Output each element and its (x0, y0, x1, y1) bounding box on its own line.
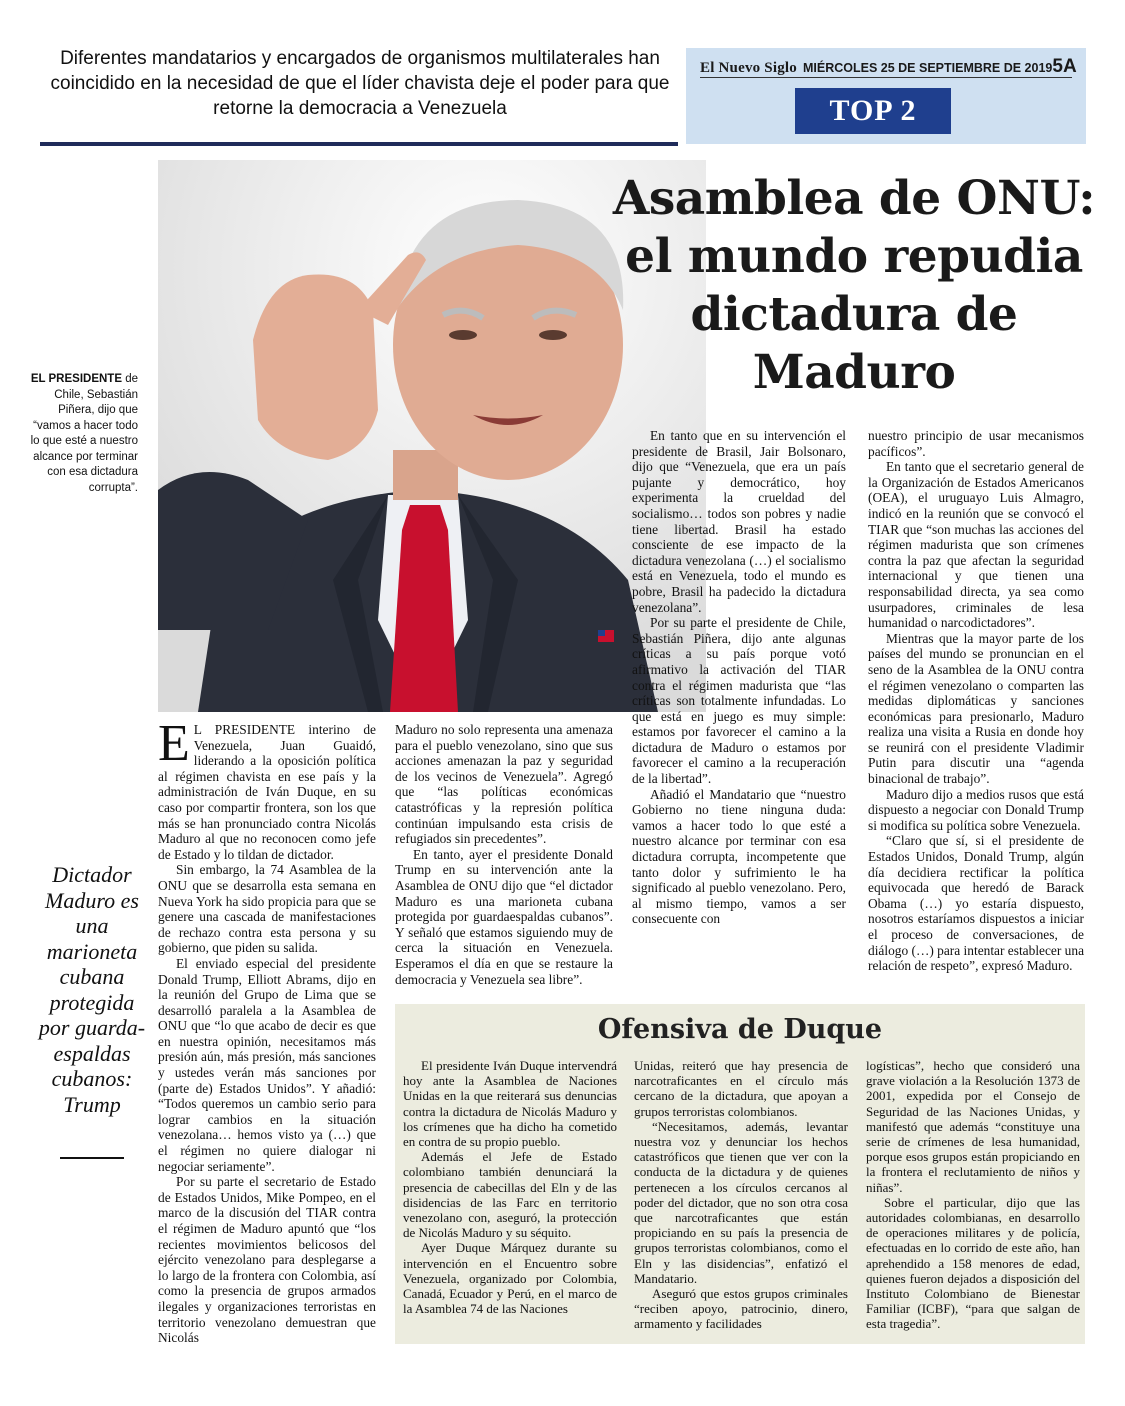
photo-caption (30, 372, 138, 496)
pull-quote: Dictador Maduro es una marioneta cubana protegida por guarda-espaldas cubanos: Trump (38, 862, 146, 1117)
col3-paragraph-2: Por su parte el presidente de Chile, Sebastián Piñera, dijo ante algunas críticas a su país porque votó afirmativo la activación del TIAR contra el régimen madurista que “las críticas son totalmente infundadas. Lo que está en juego es muy simple: estamos por favorecer el camino a la dictadura de Maduro o estamos por favorecer el camino a la recuperación de la libertad”. (632, 615, 846, 787)
col2-paragraph-2: En tanto, ayer el presidente Donald Trump en su intervención ante la Asamblea de ONU dijo que “el dictador Maduro es una marioneta cubana protegida por guardaespaldas cubanos”. Y señaló que estamos siguiendo muy de cerca la situación en Venezuela. Esperamos el día en que se restaure la democracia y Venezuela sea libre”. (395, 846, 613, 987)
col1-paragraph-3: El enviado especial del presidente Donald Trump, Elliott Abrams, dijo en la reunión del Grupo de Lima que se desarrolló paralela a la Asamblea de ONU que “lo que acabo de decir es que en nuestra opinión, necesitamos más presión aún, más presión, más sanciones y ustedes verán más sanciones por (parte de) Estados Unidos”. Y añadió: “Todos queremos un cambio serio para lograr cambios en la situación venezolana… hemos visto ya (…) que el régimen no quiere dialogar ni negociar seriamente”. (158, 955, 376, 1174)
caption-text: de Chile, Sebastián Piñera, dijo que “vamos a hacer todo lo que esté a nuestro alcance por terminar con esa dictadura corrupta”. (30, 373, 138, 494)
col4-paragraph-3: Mientras que la mayor parte de los países del mundo se pronuncian en el seno de la Asamblea de la ONU contra el régimen venezolano o comparten las medidas diplomáticas y sanciones económicas para presionarlo, Maduro realiza una visita a Rusia en donde hoy se reunirá con el presidente Vladimir Putin para discutir una “agenda binacional de trabajo”. (868, 630, 1084, 787)
col4-paragraph-5: “Claro que sí, si el presidente de Estados Unidos, Donald Trump, algún día decidiera rectificar la política equivocada que heredó de Barack Obama (…) yo estaría dispuesto, nosotros estaríamos dispuestos a iniciar el proceso de conversaciones, de diálogo (…) para intentar establecer una relación de respeto”, expresó Maduro. (868, 833, 1085, 974)
newspaper-name: El Nuevo Siglo (700, 60, 797, 76)
sidebar-col2-paragraph-2: “Necesitamos, además, levantar nuestra voz y denunciar los hechos catastróficos que tienen que ver con la conducta de la dictadura y de quienes pertenecen a los círculos cercanos al poder del dictador, que no son otra cosa que narcotraficantes que están propiciando en su país la presencia de grupos terroristas colombianos, como el Eln y las disidencias”, enfatizó el Mandatario. (634, 1118, 848, 1286)
header-rule (40, 142, 678, 146)
drop-cap: E (158, 715, 190, 772)
article-column-2 (395, 722, 613, 987)
col1-paragraph-2: Sin embargo, la 74 Asamblea de la ONU que se desarrolla esta semana en Nueva York ha sido propicia para que se genere una cascada de manifestaciones de rechazo contra esta persona y su gobierno, que piden su salida. (158, 862, 376, 956)
col1-paragraph-4: Por su parte el secretario de Estado de Estados Unidos, Mike Pompeo, en el marco de la discusión del TIAR contra el régimen de Maduro apuntó que “los recientes movimientos belicosos del ejército venezolano para desplegarse a lo largo de la frontera con Colombia, así como la presencia de grupos armados ilegales y organizaciones terroristas en territorio venezolano demuestran que Nicolás (158, 1174, 376, 1346)
col2-paragraph-1: Maduro no solo representa una amenaza para el pueblo venezolano, sino que sus acciones amenazan la paz y seguridad de los vecinos de Venezuela”. Agregó que “las políticas económicas catastróficas y la represión política continúan impulsando esta crisis de refugiados sin precedentes”. (395, 722, 613, 847)
sidebar-col3-paragraph-2: Sobre el particular, dijo que las autoridades colombianas, en desarrollo de operaciones militares y de policía, efectuadas en lo corrido de este año, han aprehendido a 158 menores de edad, quienes fueron dejados a disposición del Instituto Colombiano de Bienestar Familiar (ICBF), “para que salgan de esta tragedia”. (866, 1194, 1080, 1332)
sidebar-col2-paragraph-3: Aseguró que estos grupos criminales “reciben apoyo, patrocinio, dinero, armamento y facilidades (634, 1286, 848, 1332)
section-tag: TOP 2 (795, 88, 951, 134)
sidebar-title: Ofensiva de Duque (597, 1014, 883, 1045)
col3-paragraph-3: Añadió el Mandatario que “nuestro Gobierno no tiene ninguna duda: vamos a hacer todo lo que esté a nuestro alcance por terminar con esa dictadura corrupta, incompetente que tanto dolor y sufrimiento le ha significado al pueblo venezolano. Pero, al mismo tiempo, vamos a ser consecuente con (632, 786, 846, 927)
sidebar-col1-paragraph-3: Ayer Duque Márquez durante su intervención en el Encuentro sobre Venezuela, organizado por Colombia, Canadá, Ecuador y Perú, en el marco de la Asamblea 74 de las Naciones (403, 1240, 617, 1317)
col3-paragraph-1: En tanto que en su intervención el presidente de Brasil, Jair Bolsonaro, dijo que “Venezuela, que era un país pujante y democrático, hoy experimenta la crueldad del socialismo… todos son pobres y nadie tiene libertad. Brasil ha estado consciente de ese impacto de la dictadura venezolana (…) el socialismo está en Venezuela, todo el mundo es pobre, Brasil ha padecido la dictadura venezolana”. (632, 428, 846, 615)
article-column-3 (632, 428, 846, 927)
pull-quote-rule (60, 1157, 124, 1159)
deck-subtitle: Diferentes mandatarios y encargados de organismos multilaterales han coincidido en la necesidad de que el líder chavista deje el poder para que retorne la democracia a Venezuela (50, 48, 670, 119)
article-column-1 (158, 715, 376, 1346)
sidebar-col1-paragraph-1: El presidente Iván Duque intervendrá hoy ante la Asamblea de Naciones Unidas en la que reiterará sus denuncias contra la dictadura de Nicolás Maduro y los crímenes que ha dicho ha cometido en contra de su propio pueblo. (403, 1058, 617, 1150)
issue-date: MIÉRCOLES 25 DE SEPTIEMBRE DE 2019 (802, 61, 1053, 75)
col4-paragraph-2: En tanto que el secretario general de la Organización de Estados Americanos (OEA), el uruguayo Luis Almagro, indicó en la reunión que se convocó el TIAR que “son muchas las acciones del régimen madurista que son crímenes contra la paz que afectan la seguridad internacional y que tienen una responsabilidad directa, ya sea como usurpadores, criminales de lesa humanidad o narcodictadores”. (868, 459, 1084, 631)
sidebar-col3-paragraph-1: logísticas”, hecho que consideró una grave violación a la Resolución 1373 de 2001, expedida por el Consejo de Seguridad de las Naciones Unidas, y manifestó que además “constituye una serie de crímenes de lesa humanidad, porque esos grupos están propiciando en la frontera el reclutamiento de niños y niñas”. (866, 1058, 1080, 1195)
col4-paragraph-4: Maduro dijo a medios rusos que está dispuesto a negociar con Donald Trump si modifica su política sobre Venezuela. (868, 786, 1084, 833)
article-column-4 (868, 428, 1084, 974)
headline: Asamblea de ONU: el mundo repudia dictadura de Maduro (612, 171, 1096, 400)
masthead (700, 56, 1077, 78)
col4-paragraph-1: nuestro principio de usar mecanismos pacíficos”. (868, 428, 1084, 459)
caption-lead: EL PRESIDENTE (30, 373, 122, 385)
page-number: 5A (1052, 56, 1077, 77)
sidebar-column-2 (634, 1058, 848, 1332)
sidebar-column-3 (866, 1058, 1080, 1332)
sidebar-col2-paragraph-1: Unidas, reiteró que hay presencia de narcotraficantes en el círculo más cercano de la dictadura, que apoyan a grupos terroristas colombianos. (634, 1058, 848, 1119)
col1-paragraph-1 (158, 715, 376, 862)
sidebar-col1-paragraph-2: Además el Jefe de Estado colombiano también denunciará la presencia de cabecillas del Eln y de las disidencias de las Farc en territorio venezolano con, aseguró, la protección de Nicolás Maduro y su séquito. (403, 1149, 617, 1241)
sidebar-column-1 (403, 1058, 617, 1316)
col1-paragraph-1-text: L PRESIDENTE interino de Venezuela, Juan Guaidó, liderando a la oposición política al régimen chavista en ese país y la administración de Iván Duque, en su caso por compartir frontera, son los que más se han pronunciado contra Nicolás Maduro al que no reconocen como jefe de Estado y lo tildan de dictador. (158, 722, 376, 862)
